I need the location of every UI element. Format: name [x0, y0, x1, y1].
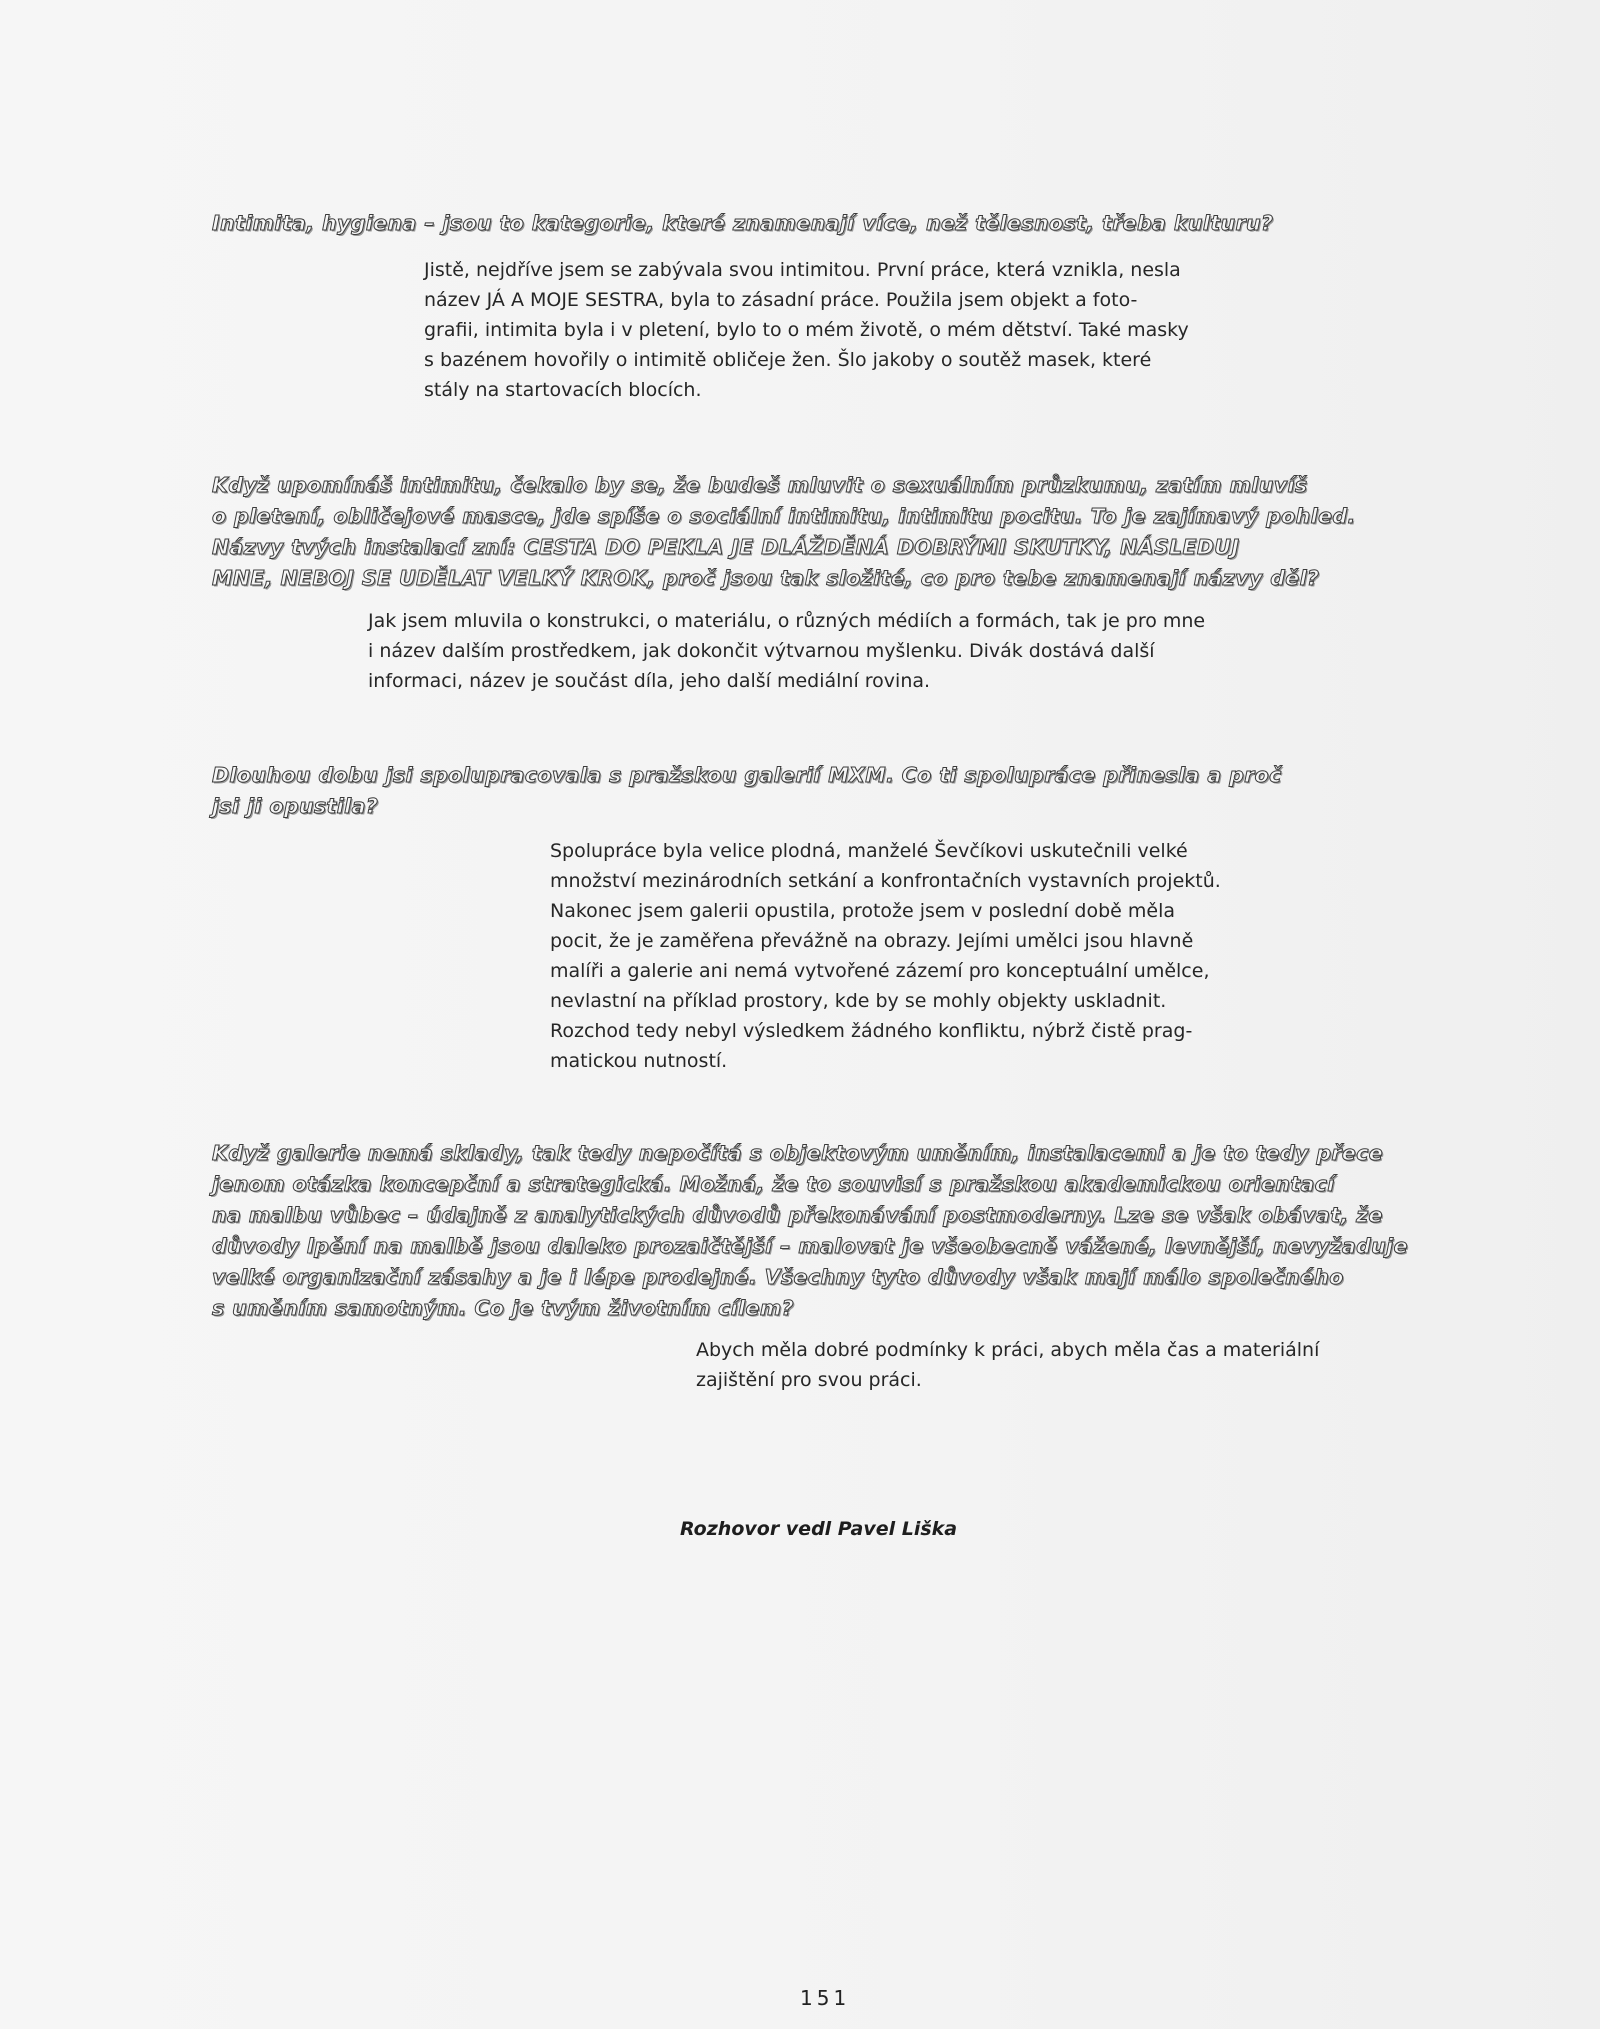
answer-3 — [550, 836, 1221, 1076]
question-line: Když upomínáš intimitu, čekalo by se, že budeš mluvit o sexuálním průzkumu, zatím mluvíš — [212, 473, 1308, 497]
question-line: důvody lpění na malbě jsou daleko prozaičtější – malovat je všeobecně vážené, levnější, nevyžaduje — [212, 1234, 1408, 1258]
question-line: Dlouhou dobu jsi spolupracovala s pražskou galerií MXM. Co ti spolupráce přinesla a proč — [212, 763, 1282, 787]
question-4 — [212, 1138, 1408, 1324]
answer-line: matickou nutností. — [550, 1050, 728, 1072]
interviewer-signature: Rozhovor vedl Pavel Liška — [680, 1518, 958, 1540]
answer-line: Nakonec jsem galerii opustila, protože jsem v poslední době měla — [550, 900, 1175, 922]
question-line: Názvy tvých instalací zní: CESTA DO PEKLA JE DLÁŽDĚNÁ DOBRÝMI SKUTKY, NÁSLEDUJ — [212, 535, 1240, 559]
question-line: jsi ji opustila? — [212, 794, 379, 818]
answer-line: Abych měla dobré podmínky k práci, abych měla čas a materiální — [696, 1339, 1320, 1361]
answer-line: informaci, název je součást díla, jeho další mediální rovina. — [368, 670, 931, 692]
question-line: na malbu vůbec – údajně z analytických důvodů překonávání postmoderny. Lze se však obávat, že — [212, 1203, 1383, 1227]
answer-line: Jak jsem mluvila o konstrukci, o materiálu, o různých médiích a formách, tak je pro mne — [368, 610, 1206, 632]
answer-line: stály na startovacích blocích. — [424, 379, 702, 401]
question-line: Intimita, hygiena – jsou to kategorie, které znamenají více, než tělesnost, třeba kulturu? — [212, 211, 1274, 235]
question-1 — [212, 208, 1273, 239]
answer-line: název JÁ A MOJE SESTRA, byla to zásadní práce. Použila jsem objekt a foto- — [424, 289, 1138, 311]
answer-line: s bazénem hovořily o intimitě obličeje žen. Šlo jakoby o soutěž masek, které — [424, 349, 1152, 371]
answer-4 — [696, 1335, 1319, 1395]
page-number: 151 — [800, 1986, 851, 2010]
answer-1 — [424, 255, 1189, 405]
answer-line: zajištění pro svou práci. — [696, 1369, 922, 1391]
answer-line: Spolupráce byla velice plodná, manželé Ševčíkovi uskutečnili velké — [550, 840, 1188, 862]
question-line: jenom otázka koncepční a strategická. Možná, že to souvisí s pražskou akademickou orientací — [212, 1172, 1335, 1196]
question-line: s uměním samotným. Co je tvým životním cílem? — [212, 1296, 794, 1320]
question-line: MNE, NEBOJ SE UDĚLAT VELKÝ KROK, proč jsou tak složité, co pro tebe znamenají názvy děl? — [212, 566, 1320, 590]
answer-line: grafii, intimita byla i v pletení, bylo to o mém životě, o mém dětství. Také masky — [424, 319, 1189, 341]
answer-line: Jistě, nejdříve jsem se zabývala svou intimitou. První práce, která vznikla, nesla — [424, 259, 1181, 281]
question-line: Když galerie nemá sklady, tak tedy nepočítá s objektovým uměním, instalacemi a je to tedy přece — [212, 1141, 1384, 1165]
answer-line: nevlastní na příklad prostory, kde by se mohly objekty uskladnit. — [550, 990, 1167, 1012]
question-2 — [212, 470, 1356, 594]
answer-line: pocit, že je zaměřena převážně na obrazy. Jejími umělci jsou hlavně — [550, 930, 1194, 952]
answer-line: Rozchod tedy nebyl výsledkem žádného konfliktu, nýbrž čistě prag- — [550, 1020, 1193, 1042]
answer-line: množství mezinárodních setkání a konfrontačních vystavních projektů. — [550, 870, 1221, 892]
answer-line: malíři a galerie ani nemá vytvořené zázemí pro konceptuální umělce, — [550, 960, 1210, 982]
answer-2 — [368, 606, 1205, 696]
question-line: velké organizační zásahy a je i lépe prodejné. Všechny tyto důvody však mají málo společného — [212, 1265, 1344, 1289]
question-3 — [212, 760, 1282, 822]
question-line: o pletení, obličejové masce, jde spíše o sociální intimitu, intimitu pocitu. To je zajímavý pohled. — [212, 504, 1356, 528]
answer-line: i název dalším prostředkem, jak dokončit výtvarnou myšlenku. Divák dostává další — [368, 640, 1155, 662]
